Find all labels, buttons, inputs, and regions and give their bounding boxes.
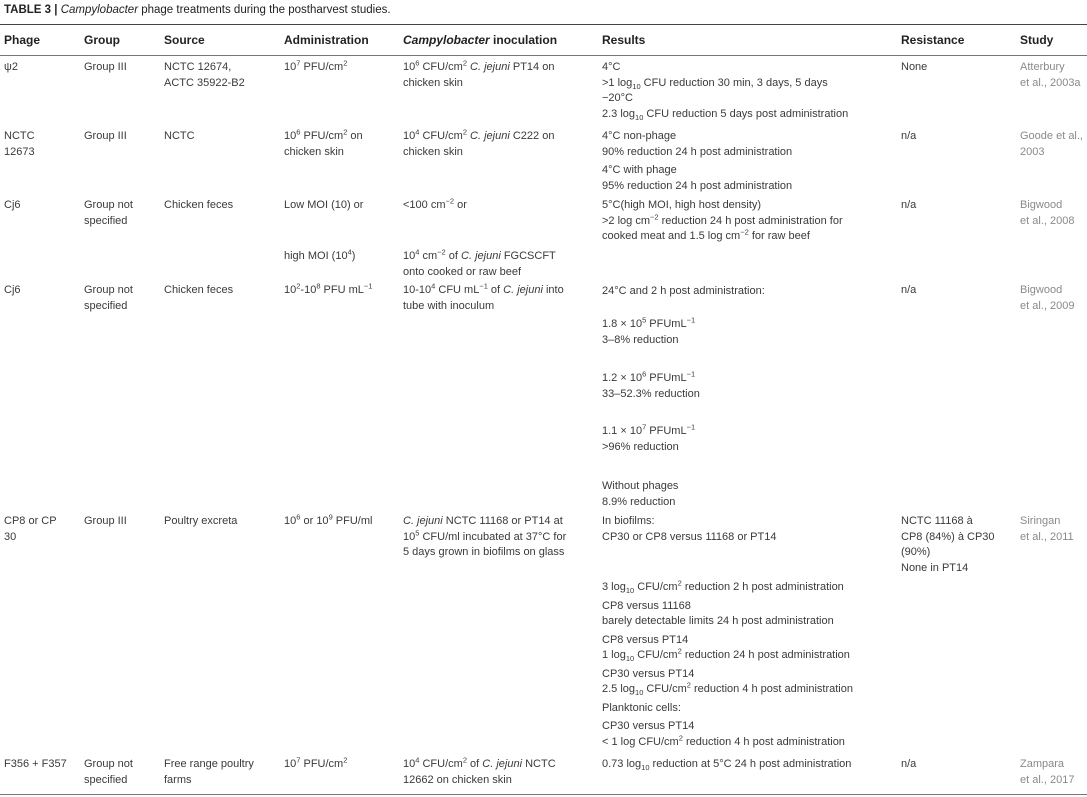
cell-source: Poultry excreta	[164, 515, 238, 527]
cell-inoculation-2: $10^4$ $cm^{-2}$ of C. jejuni FGCSCFT onto cooked or raw beef	[403, 247, 556, 278]
cell-inoculation: C. jejuni NCTC 11168 or PT14 at $10^5$ CFU/ml incubated at 37°C for 5 days grown in biofilms on glass	[403, 515, 567, 558]
cell-phage: Cj6	[4, 284, 21, 296]
header-administration: Administration	[284, 33, 369, 47]
cell-resistance: NCTC 11168 à CP8 (84%) à CP30 (90%) None in PT14	[901, 515, 995, 574]
header-inoculation-rest: inoculation	[489, 33, 558, 47]
cell-administration: $10^6$ or $10^9$ PFU/ml	[284, 512, 373, 527]
cell-group: Group III	[84, 515, 127, 527]
cell-administration: $10^2-10^8$ PFU $mL^{-1}$	[284, 281, 373, 296]
cell-administration: $10^7$ PFU/$cm^2$	[284, 755, 348, 770]
cell-resistance: n/a	[901, 758, 917, 770]
table-caption	[4, 4, 391, 16]
cell-inoculation: <100 $cm^{-2}$ or	[403, 196, 467, 211]
cell-group: Group III	[84, 61, 127, 73]
header-results: Results	[602, 33, 646, 47]
cell-results-dose-3: $1.1 \times 10^7$ PFUmL$^{-1}$ >96% reduction	[602, 422, 696, 453]
header-source: Source	[164, 33, 205, 47]
header-inoculation-italic: Campylobacter	[403, 33, 490, 47]
table-title-italic: Campylobacter	[60, 4, 139, 16]
header-phage: Phage	[4, 33, 41, 47]
cell-resistance: n/a	[901, 130, 917, 142]
cell-source: NCTC 12674, ACTC 35922-B2	[164, 61, 245, 89]
cell-inoculation: $10^6$ CFU/$cm^2$ C. jejuni PT14 on chicken skin	[403, 58, 555, 89]
cell-phage: F356 + F357	[4, 758, 67, 770]
cell-study: Bigwood et al., 2008	[1020, 199, 1075, 227]
cell-study: Bigwood et al., 2009	[1020, 284, 1075, 312]
cell-results-dose-2: $1.2 \times 10^6$ PFUmL$^{-1}$ 33–52.3% reduction	[602, 369, 700, 400]
cell-administration: Low MOI (10) or	[284, 199, 364, 211]
table-title-rest: phage treatments during the postharvest studies.	[138, 4, 391, 16]
table-label: TABLE 3 |	[4, 4, 58, 16]
cell-phage: NCTC 12673	[4, 130, 35, 158]
cell-resistance: n/a	[901, 284, 917, 296]
header-study: Study	[1020, 33, 1054, 47]
cell-study: Zampara et al., 2017	[1020, 758, 1075, 786]
cell-study: Goode et al., 2003	[1020, 130, 1083, 158]
cell-results-continued: 4°C with phage 95% reduction 24 h post administration	[602, 164, 793, 192]
cell-results: 0.73 $\log_{10}$ reduction at 5°C 24 h post administration	[602, 758, 852, 773]
cell-results-dose-1: $1.8 \times 10^5$ PFUmL$^{-1}$ 3–8% reduction	[602, 315, 696, 346]
header-rule	[0, 55, 1087, 56]
cell-results: 4°C non-phage 90% reduction 24 h post administration	[602, 130, 793, 158]
cell-source: Chicken feces	[164, 199, 234, 211]
table-bottom-rule	[0, 794, 1087, 795]
cell-results: 4°C >1 $\log_{10}$ CFU reduction 30 min, 3 days, 5 days −20°C 2.3 $\log_{10}$ CFU reduction 5 days post administration	[602, 61, 849, 122]
cell-results-control: Without phages 8.9% reduction	[602, 480, 679, 508]
cell-inoculation: $10-10^4$ CFU $mL^{-1}$ of C. jejuni into tube with inoculum	[403, 281, 564, 312]
header-group: Group	[84, 33, 120, 47]
cell-study: Siringan et al., 2011	[1020, 515, 1074, 543]
cell-results: In biofilms: CP30 or CP8 versus 11168 or PT14	[602, 515, 777, 543]
cell-administration: $10^7$ PFU/$cm^2$	[284, 58, 348, 73]
cell-phage: Cj6	[4, 199, 21, 211]
cell-study: Atterbury et al., 2003a	[1020, 61, 1081, 89]
header-inoculation	[403, 33, 557, 47]
table-top-rule	[0, 24, 1087, 25]
cell-results: 5°C(high MOI, high host density) >2 $\log cm^{-2}$ reduction 24 h post administration for cooked meat and 1.5 $\log cm^{-2}$ for raw beef	[602, 199, 843, 242]
cell-resistance: n/a	[901, 199, 917, 211]
cell-group: Group not specified	[84, 199, 133, 227]
cell-group: Group III	[84, 130, 127, 142]
cell-source: Free range poultry farms	[164, 758, 254, 786]
cell-inoculation: $10^4$ CFU/$cm^2$ C. jejuni C222 on chicken skin	[403, 127, 555, 158]
cell-group: Group not specified	[84, 284, 133, 312]
cell-phage: ψ2	[4, 61, 18, 73]
header-resistance: Resistance	[901, 33, 965, 47]
cell-source: Chicken feces	[164, 284, 234, 296]
cell-resistance: None	[901, 61, 928, 73]
cell-source: NCTC	[164, 130, 195, 142]
cell-phage: CP8 or CP 30	[4, 515, 57, 543]
cell-results-continued: 3 $\log_{10} CFU/cm^2$ reduction 2 h post administration CP8 versus 11168 barely detectable limits 24 h post administration CP8 versus PT14 1 $\log_{10} CFU/cm^2$ reduction 24 h post administration CP30 versus PT14 2.5 $\log_{10} CFU/cm^2$ reduction 4 h post administration Planktonic cells: CP30 versus PT14 < 1 log CFU/$cm^2$ reduction 4 h post administration	[602, 578, 853, 748]
cell-inoculation: $10^4$ CFU/$cm^2$ of C. jejuni NCTC 12662 on chicken skin	[403, 755, 556, 786]
cell-administration: $10^6$ PFU/$cm^2$ on chicken skin	[284, 127, 363, 158]
cell-results-intro: 24°C and 2 h post administration:	[602, 285, 765, 297]
cell-administration-2: high MOI $(10^4)$	[284, 247, 356, 262]
cell-group: Group not specified	[84, 758, 133, 786]
